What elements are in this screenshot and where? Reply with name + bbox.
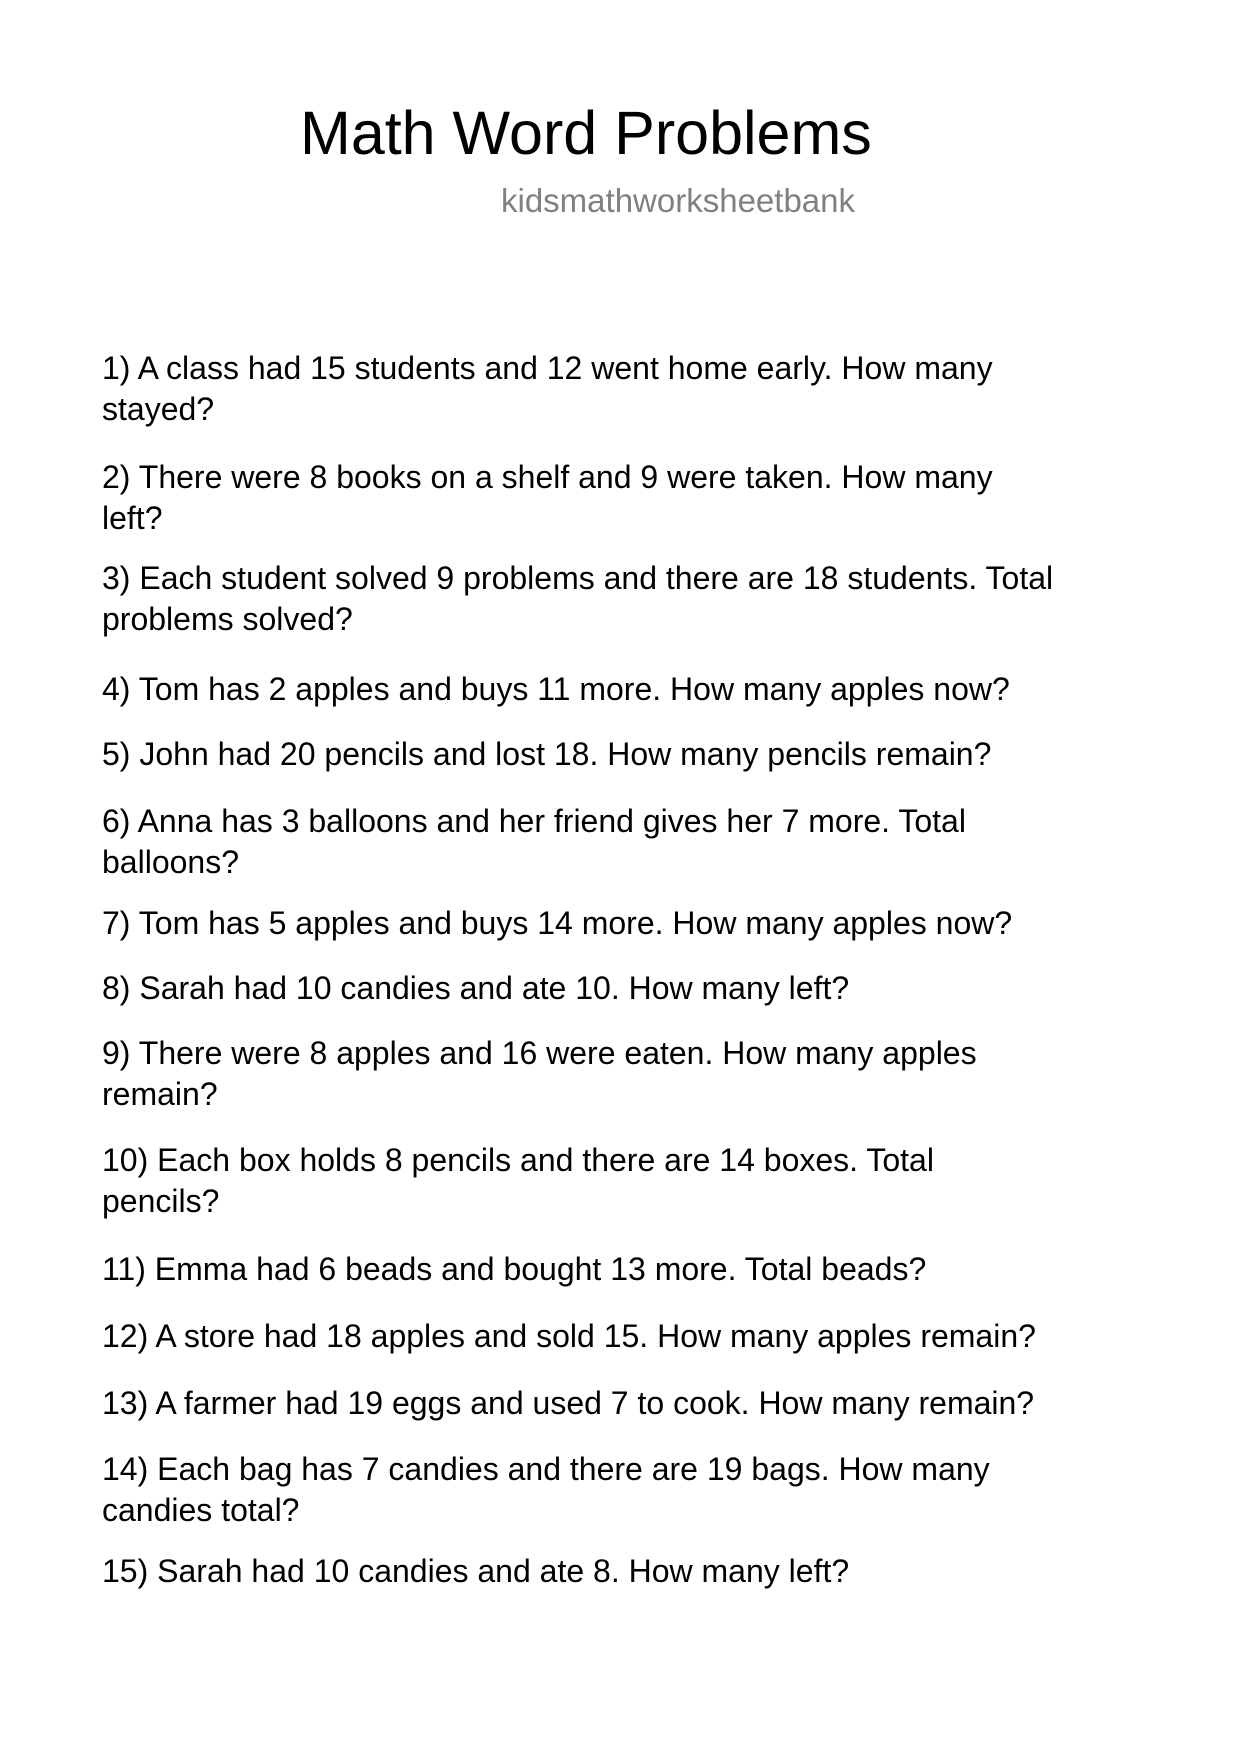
problem-text-line: 10) Each box holds 8 pencils and there are 14 boxes. Total	[102, 1142, 934, 1178]
problem-text-line: 9) There were 8 apples and 16 were eaten. How many apples	[102, 1035, 977, 1071]
problem-item-8	[102, 968, 849, 1009]
problem-text-line: 11) Emma had 6 beads and bought 13 more. Total beads?	[102, 1251, 927, 1287]
problem-text-line: 1) A class had 15 students and 12 went home early. How many	[102, 350, 993, 386]
problem-text-line: 3) Each student solved 9 problems and there are 18 students. Total	[102, 560, 1054, 596]
problem-item-13	[102, 1383, 1034, 1424]
page-subtitle: kidsmathworksheetbank	[501, 182, 856, 219]
problem-text-line: balloons?	[102, 844, 239, 880]
problem-item-3	[102, 558, 1053, 640]
problem-item-1	[102, 348, 993, 430]
problem-item-5	[102, 734, 991, 775]
problem-item-10	[102, 1140, 934, 1222]
problem-text-line: 12) A store had 18 apples and sold 15. How many apples remain?	[102, 1318, 1036, 1354]
page-title: Math Word Problems	[300, 99, 872, 167]
problem-text-line: pencils?	[102, 1183, 220, 1219]
problem-text-line: left?	[102, 500, 163, 536]
problem-text-line: 2) There were 8 books on a shelf and 9 were taken. How many	[102, 459, 993, 495]
problem-item-2	[102, 457, 993, 539]
problem-item-15	[102, 1551, 849, 1592]
problem-text-line: 6) Anna has 3 balloons and her friend gives her 7 more. Total	[102, 803, 966, 839]
problem-item-4	[102, 669, 1010, 710]
problem-text-line: 13) A farmer had 19 eggs and used 7 to cook. How many remain?	[102, 1385, 1035, 1421]
problem-text-line: 7) Tom has 5 apples and buys 14 more. How many apples now?	[102, 905, 1013, 941]
problem-item-6	[102, 801, 966, 883]
problem-text-line: problems solved?	[102, 601, 353, 637]
problem-text-line: 5) John had 20 pencils and lost 18. How many pencils remain?	[102, 736, 992, 772]
problem-item-11	[102, 1249, 926, 1290]
problem-text-line: stayed?	[102, 391, 215, 427]
problem-item-14	[102, 1449, 990, 1531]
problem-item-9	[102, 1033, 977, 1115]
problem-item-7	[102, 903, 1012, 944]
problem-text-line: 8) Sarah had 10 candies and ate 10. How many left?	[102, 970, 850, 1006]
problem-item-12	[102, 1316, 1036, 1357]
problem-text-line: 14) Each bag has 7 candies and there are 19 bags. How many	[102, 1451, 990, 1487]
problem-text-line: remain?	[102, 1076, 218, 1112]
problem-text-line: candies total?	[102, 1492, 300, 1528]
problem-text-line: 4) Tom has 2 apples and buys 11 more. How many apples now?	[102, 671, 1010, 707]
problem-text-line: 15) Sarah had 10 candies and ate 8. How many left?	[102, 1553, 850, 1589]
